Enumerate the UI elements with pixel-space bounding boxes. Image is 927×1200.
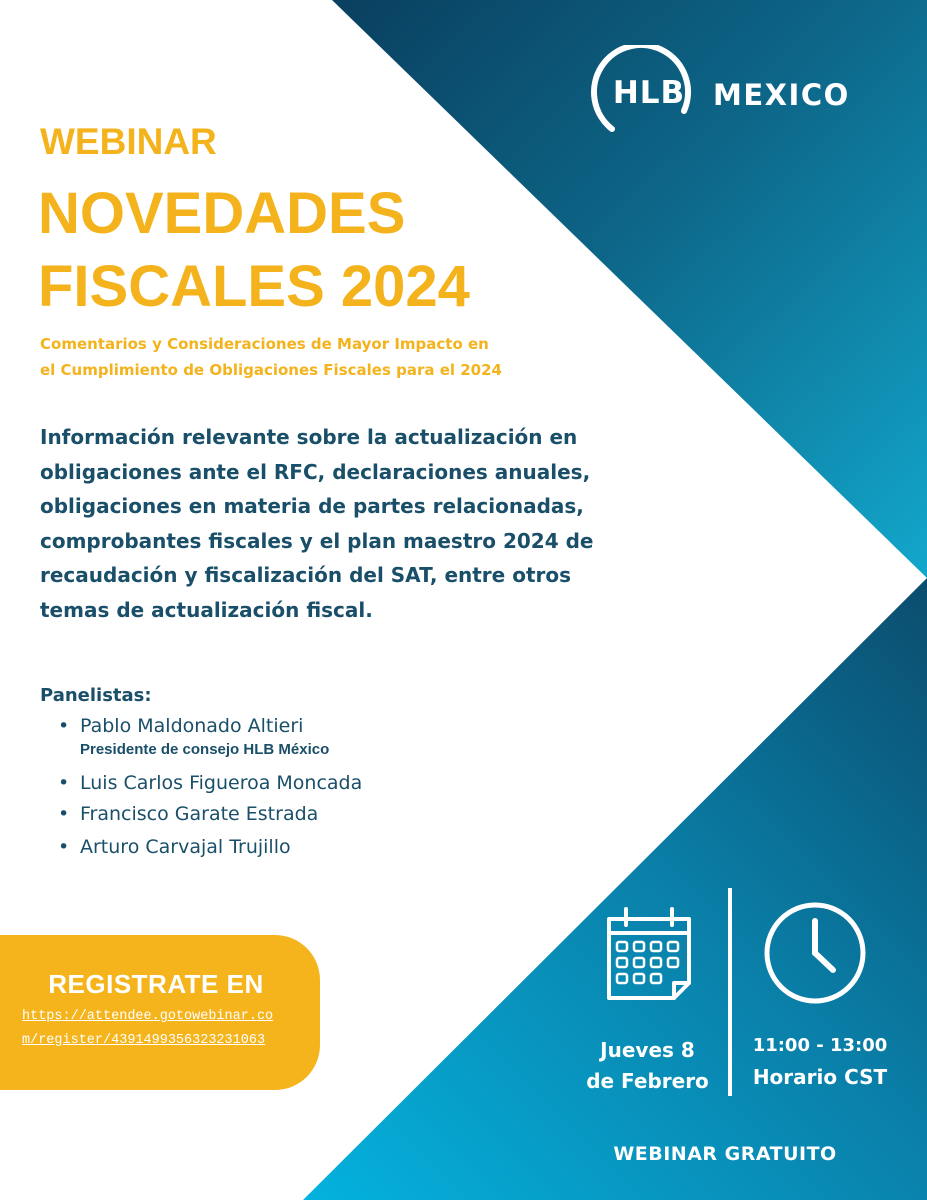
description-line: obligaciones en materia de partes relacionadas,	[40, 494, 584, 518]
description	[40, 420, 620, 627]
subtitle-line-1: Comentarios y Consideraciones de Mayor Impacto en	[40, 335, 489, 353]
panelist-item	[58, 714, 303, 738]
event-date	[570, 1035, 725, 1097]
register-link-line-1[interactable]: https://attendee.gotowebinar.co	[22, 1009, 274, 1024]
subtitle	[40, 331, 600, 383]
event-date-line-2: de Febrero	[586, 1069, 709, 1093]
bullet-icon: •	[58, 803, 70, 825]
panelist-item	[58, 802, 318, 826]
price-note: WEBINAR GRATUITO	[613, 1143, 837, 1165]
description-line: Información relevante sobre la actualización en	[40, 425, 578, 449]
calendar-icon	[604, 905, 694, 1003]
info-divider	[728, 888, 732, 1096]
hlb-mexico-logo	[590, 45, 870, 145]
register-title: REGISTRATE EN	[48, 969, 264, 999]
title-line-2: FISCALES 2024	[38, 254, 470, 319]
logo-mark-text: HLB	[612, 75, 686, 111]
title-line-1: NOVEDADES	[38, 181, 406, 246]
bullet-icon: •	[58, 836, 70, 858]
bullet-icon: •	[58, 715, 70, 737]
logo-country-text: MEXICO	[713, 78, 850, 112]
bottom-teal-shape	[303, 578, 927, 1200]
panelist-name: Arturo Carvajal Trujillo	[80, 836, 291, 858]
clock-icon	[760, 898, 870, 1008]
panelists-heading: Panelistas:	[40, 685, 152, 706]
panelist-name: Francisco Garate Estrada	[80, 803, 319, 825]
page-title	[38, 177, 538, 323]
event-date-line-1: Jueves 8	[600, 1038, 695, 1062]
subtitle-line-2: el Cumplimiento de Obligaciones Fiscales para el 2024	[40, 361, 502, 379]
register-link[interactable]	[22, 1005, 302, 1053]
bullet-icon: •	[58, 772, 70, 794]
description-line: obligaciones ante el RFC, declaraciones anuales,	[40, 459, 591, 484]
event-time-zone: Horario CST	[752, 1065, 888, 1089]
register-link-line-2[interactable]: m/register/4391499356323231063	[22, 1033, 266, 1048]
register-callout	[0, 935, 320, 1090]
panelist-name: Pablo Maldonado Altieri	[80, 715, 304, 737]
description-line: comprobantes fiscales y el plan maestro 2024 de	[40, 528, 594, 553]
description-line: temas de actualización fiscal.	[40, 597, 373, 622]
panelist-name: Luis Carlos Figueroa Moncada	[80, 772, 363, 794]
event-type-label: WEBINAR	[40, 121, 217, 162]
description-line: recaudación y fiscalización del SAT, entre otros	[40, 563, 572, 587]
event-time-range: 11:00 - 13:00	[752, 1035, 888, 1056]
panelist-item	[58, 835, 291, 859]
panelist-item	[58, 771, 362, 795]
panelist-role: Presidente de consejo HLB México	[80, 741, 330, 758]
